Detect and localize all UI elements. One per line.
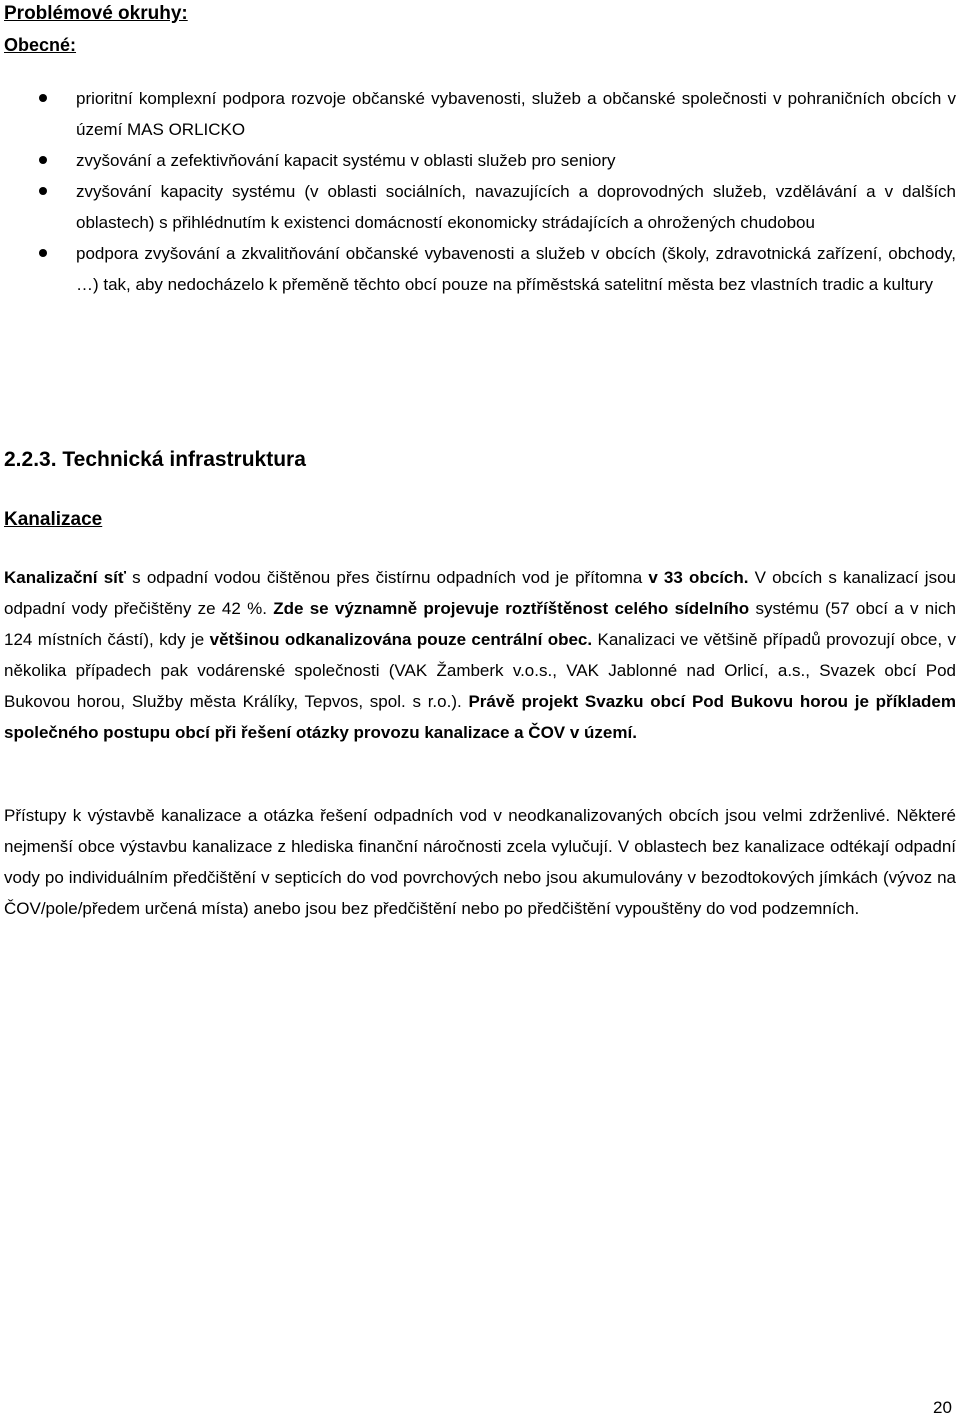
bullet-icon xyxy=(39,249,47,257)
list-item xyxy=(0,176,956,238)
general-subtitle: Obecné: xyxy=(4,35,77,55)
paragraph-text: s odpadní vodou čištěnou přes čistírnu odpadních vod je přítomna xyxy=(126,568,649,587)
bold-text: většinou odkanalizována pouze centrální obec. xyxy=(209,630,593,649)
sewerage-paragraph xyxy=(4,562,956,748)
bold-text: Zde se významně projevuje roztříštěnost celého sídelního xyxy=(273,599,750,618)
problem-areas-title: Problémové okruhy: xyxy=(4,3,188,24)
bullet-icon xyxy=(39,94,47,102)
list-item-text: zvyšování kapacity systému (v oblasti sociálních, navazujících a doprovodných služeb, vzdělávání a v dalších oblastech) s přihlédnutím k existenci domácností ekonomicky strádajících a ohrožených chudobou xyxy=(76,182,956,232)
list-item xyxy=(0,83,956,145)
subsection-heading: Kanalizace xyxy=(4,509,103,530)
list-item xyxy=(0,145,956,176)
approaches-paragraph: Přístupy k výstavbě kanalizace a otázka řešení odpadních vod v neodkanalizovaných obcích jsou velmi zdrženlivé. Některé nejmenší obce výstavbu kanalizace z hlediska finanční náročnosti zcela vylučují. V oblastech bez kanalizace odtékají odpadní vody po individuálním předčištění v septicích do vod povrchových nebo jsou akumulovány v bezodtokových jímkách (vývoz na ČOV/pole/předem určená místa) anebo jsou bez předčištění nebo po předčištění vypouštěny do vod podzemních. xyxy=(4,806,956,918)
list-item xyxy=(0,238,956,300)
problem-list xyxy=(0,83,960,300)
paragraph-text: systému (57 obcí a v nich 124 místních částí), kdy je xyxy=(4,599,956,649)
list-item-text: podpora zvyšování a zkvalitňování občanské vybavenosti a služeb v obcích (školy, zdravotnická zařízení, obchody, …) tak, aby nedocházelo k přeměně těchto obcí pouze na příměstská satelitní města bez vlastních tradic a kultury xyxy=(76,244,956,294)
bold-text: Právě projekt Svazku obcí Pod Bukovu horou je příkladem společného postupu obcí při řešení otázky provozu kanalizace a ČOV v území. xyxy=(4,692,956,742)
bullet-icon xyxy=(39,187,47,195)
bullet-icon xyxy=(39,156,47,164)
bold-text: Kanalizační síť xyxy=(4,568,127,587)
paragraph-text: Kanalizaci ve většině případů provozují obce, v několika případech pak vodárenské společnosti (VAK Žamberk v.o.s., VAK Jablonné nad Orlicí, a.s., Svazek obcí Pod Bukovou horou, Služby města Králíky, Tepvos, spol. s r.o.). xyxy=(4,630,956,711)
section-heading: 2.2.3. Technická infrastruktura xyxy=(4,448,306,471)
bold-text: v 33 obcích. xyxy=(648,568,749,587)
list-item-text: prioritní komplexní podpora rozvoje občanské vybavenosti, služeb a občanské společnosti v pohraničních obcích v území MAS ORLICKO xyxy=(76,89,956,139)
page-number: 20 xyxy=(933,1398,952,1417)
paragraph-text: V obcích s kanalizací jsou odpadní vody přečištěny ze 42 %. xyxy=(4,568,956,618)
list-item-text: zvyšování a zefektivňování kapacit systému v oblasti služeb pro seniory xyxy=(76,151,616,170)
